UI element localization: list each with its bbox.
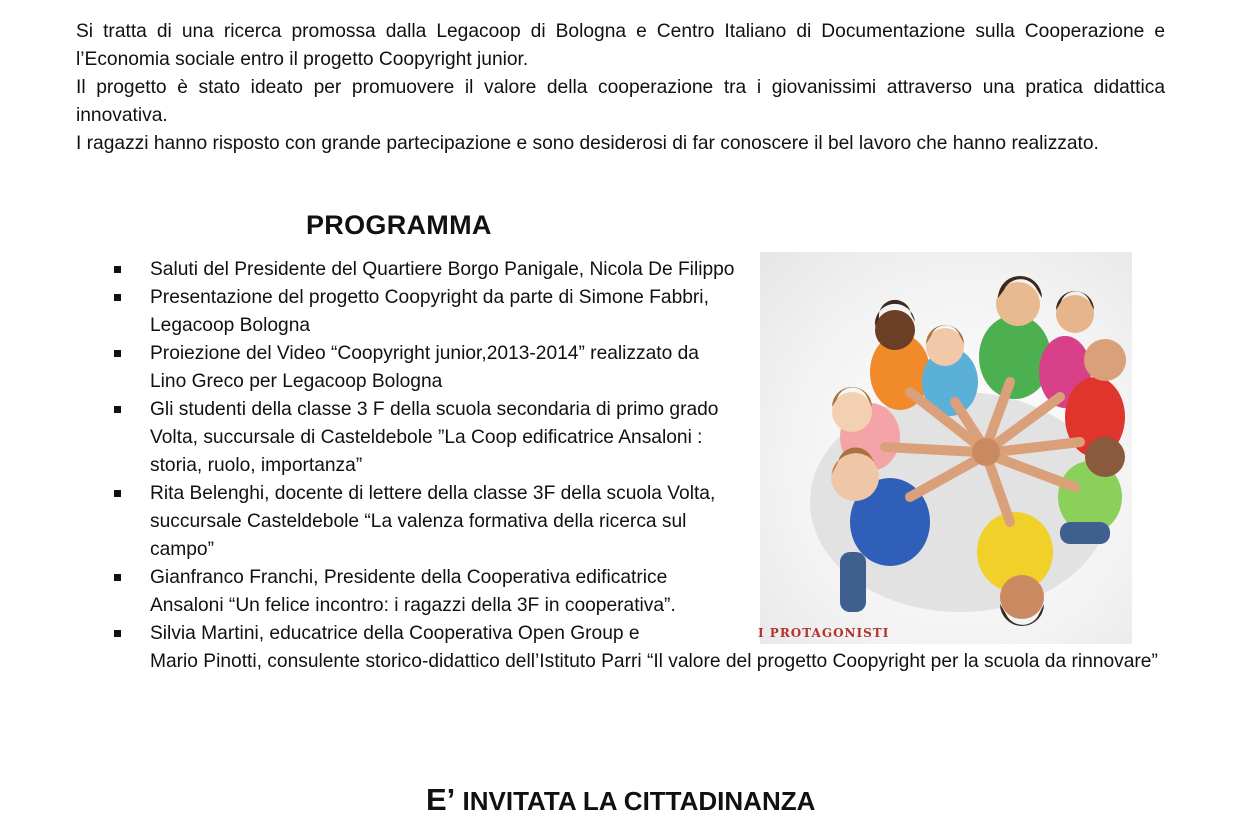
photo-caption: I PROTAGONISTI [758,626,890,640]
programme-item-text: Proiezione del Video “Coopyright junior,2013-2014” realizzato da Lino Greco per Legacoop Bologna [150,343,699,392]
programme-item-text: Presentazione del progetto Coopyright da parte di Simone Fabbri, Legacoop Bologna [150,287,709,336]
programme-item-text: Gli studenti della classe 3 F della scuola secondaria di primo grado Volta, succursale di Casteldebole ”La Coop edificatrice Ansaloni : storia, ruolo, importanza” [150,399,719,476]
intro-paragraph: Il progetto è stato ideato per promuovere il valore della cooperazione tra i giovanissimi attraverso una pratica didattica innovativa. [76,77,1165,126]
intro-text [76,18,1165,158]
invitation-first-word: E’ [426,782,456,817]
invitation-rest: INVITATA LA CITTADINANZA [455,786,816,816]
programme-item-text: Rita Belenghi, docente di lettere della classe 3F della scuola Volta, succursale Casteldebole “La valenza formativa della ricerca sul campo” [150,483,716,560]
programme-item-text: Silvia Martini, educatrice della Cooperativa Open Group e [150,623,640,644]
children-circle-photo [760,252,1132,644]
children-illustration [760,252,1132,644]
invitation-line [426,782,815,818]
intro-paragraph: Si tratta di una ricerca promossa dalla Legacoop di Bologna e Centro Italiano di Documentazione sulla Cooperazione e l’Economia sociale entro il progetto Coopyright junior. [76,21,1165,70]
programme-item-text-continued: Mario Pinotti, consulente storico-didattico dell’Istituto Parri “Il valore del progetto Coopyright per la scuola da rinnovare” [150,651,1158,672]
intro-paragraph: I ragazzi hanno risposto con grande partecipazione e sono desiderosi di far conoscere il bel lavoro che hanno realizzato. [76,133,1099,154]
programme-heading: PROGRAMMA [306,210,492,240]
programme-item-text: Saluti del Presidente del Quartiere Borgo Panigale, Nicola De Filippo [150,259,735,280]
programme-item-text: Gianfranco Franchi, Presidente della Cooperativa edificatrice Ansaloni “Un felice incontro: i ragazzi della 3F in cooperativa”. [150,567,676,616]
